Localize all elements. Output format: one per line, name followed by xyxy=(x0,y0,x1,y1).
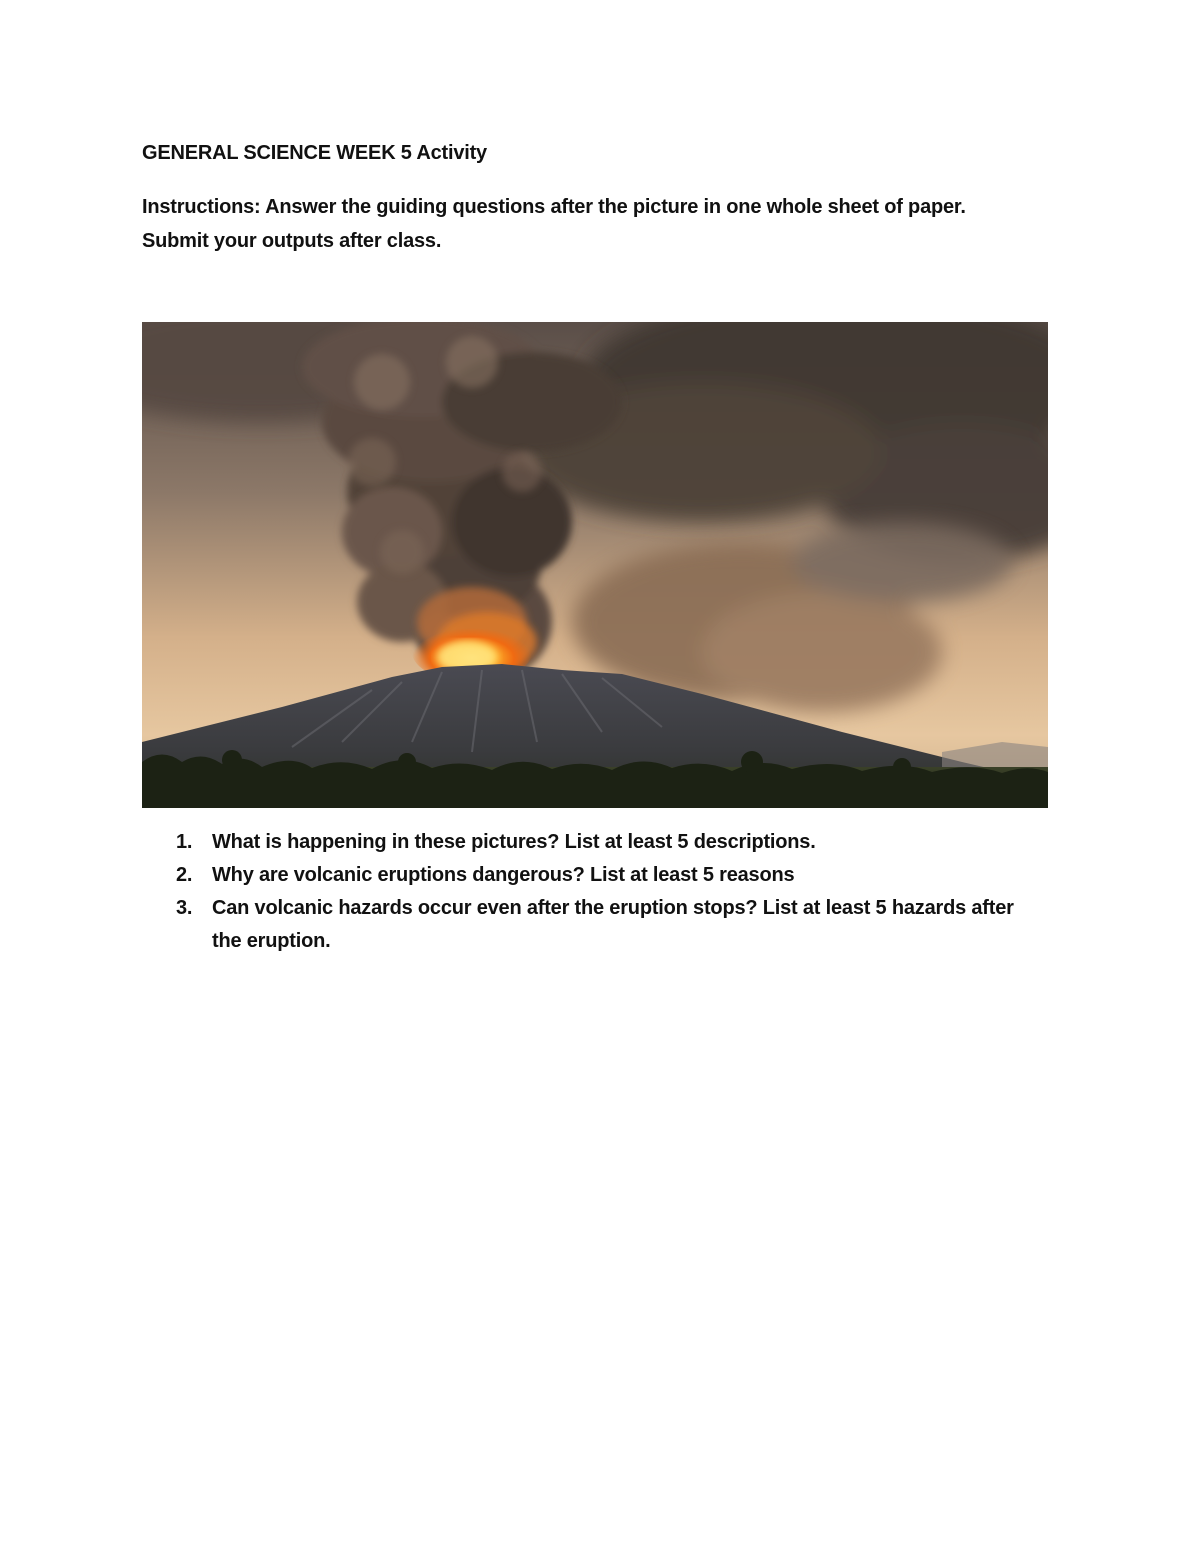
question-item xyxy=(142,892,1022,958)
question-text: What is happening in these pictures? List at least 5 descriptions. xyxy=(212,831,816,853)
question-number: 1. xyxy=(176,831,193,853)
question-number: 2. xyxy=(176,864,193,886)
question-text: Why are volcanic eruptions dangerous? List at least 5 reasons xyxy=(212,864,795,886)
volcano-eruption-photo xyxy=(142,322,1048,808)
volcano-eruption-illustration xyxy=(142,322,1048,808)
question-item xyxy=(142,859,1022,892)
instructions-text: Instructions: Answer the guiding questions after the picture in one whole sheet of paper. Submit your outputs after class. xyxy=(142,196,966,252)
activity-title: GENERAL SCIENCE WEEK 5 Activity xyxy=(142,142,487,164)
question-item xyxy=(142,826,1022,859)
guiding-questions-list xyxy=(142,826,1022,958)
question-text: Can volcanic hazards occur even after the eruption stops? List at least 5 hazards after the eruption. xyxy=(212,897,1014,952)
question-number: 3. xyxy=(176,897,193,919)
